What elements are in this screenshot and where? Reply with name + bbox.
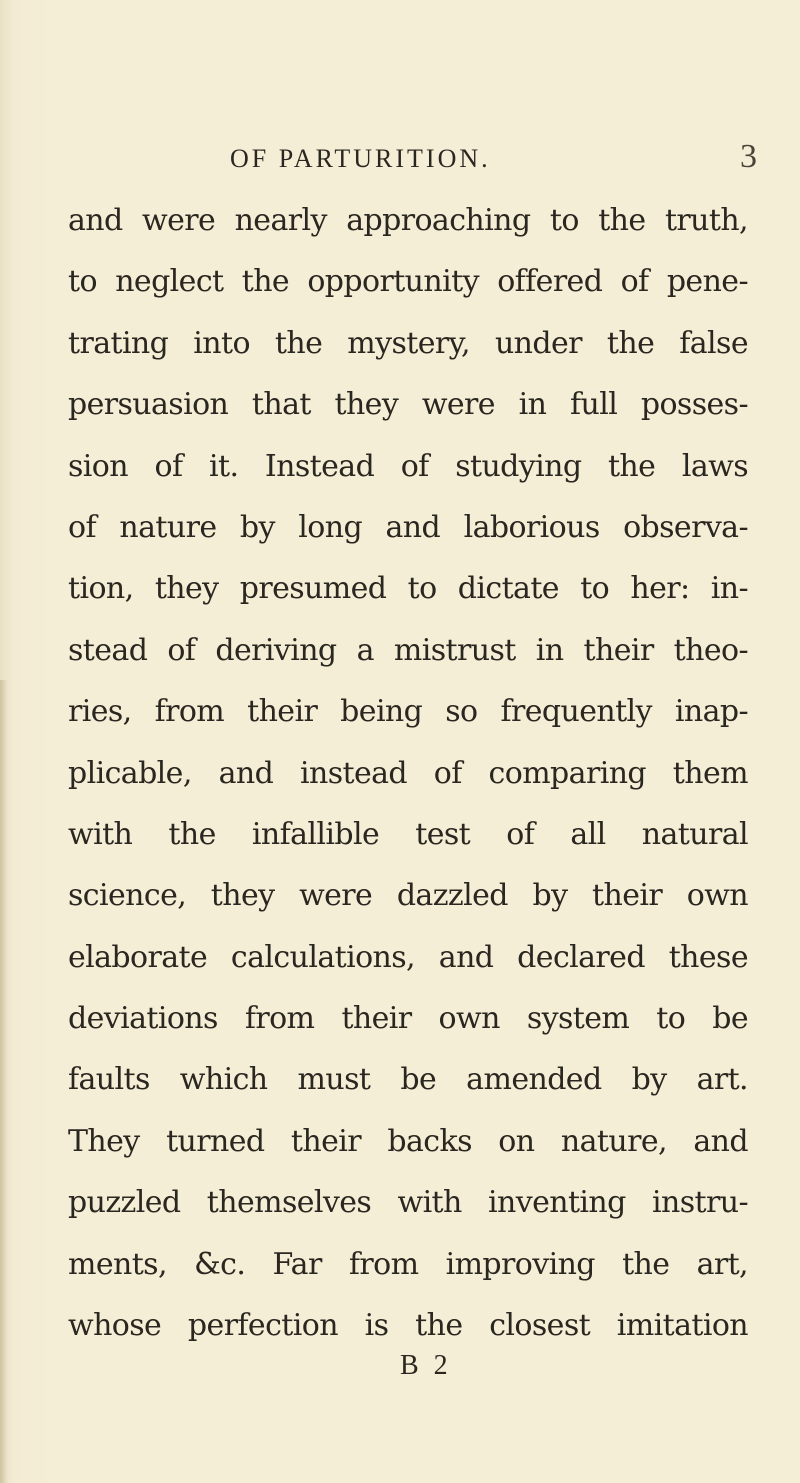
text-line: puzzled themselves with inventing instru- [68,1185,748,1221]
text-line: sion of it. Instead of studying the laws [68,448,748,484]
text-line: and were nearly approaching to the truth, [68,203,748,238]
text-line: deviations from their own system to be [68,1001,748,1037]
text-line: plicable, and instead of comparing them [68,755,748,791]
text-line: science, they were dazzled by their own [68,878,748,914]
text-line: of nature by long and laborious observa- [68,509,748,545]
page-number: 3 [740,138,757,175]
text-line: They turned their backs on nature, and [68,1123,748,1159]
gutter-shadow [0,680,8,1483]
running-head [0,138,800,184]
text-line: elaborate calculations, and declared these [68,939,748,975]
text-line: ments, &c. Far from improving the art, [68,1246,748,1282]
text-line: faults which must be amended by art. [68,1062,748,1098]
text-line: to neglect the opportunity offered of pene- [68,264,748,300]
text-line: with the infallible test of all natural [68,816,748,852]
text-line: ries, from their being so frequently inap- [68,694,748,730]
running-title: OF PARTURITION. [230,144,491,173]
body-text [68,190,748,1356]
signature-mark: B 2 [400,1350,452,1381]
text-line: persuasion that they were in full posses- [68,387,748,423]
text-line: trating into the mystery, under the false [68,325,748,361]
text-line: whose perfection is the closest imitation [68,1308,748,1344]
text-line: tion, they presumed to dictate to her: in- [68,571,748,607]
text-line: stead of deriving a mistrust in their theo- [68,632,748,668]
